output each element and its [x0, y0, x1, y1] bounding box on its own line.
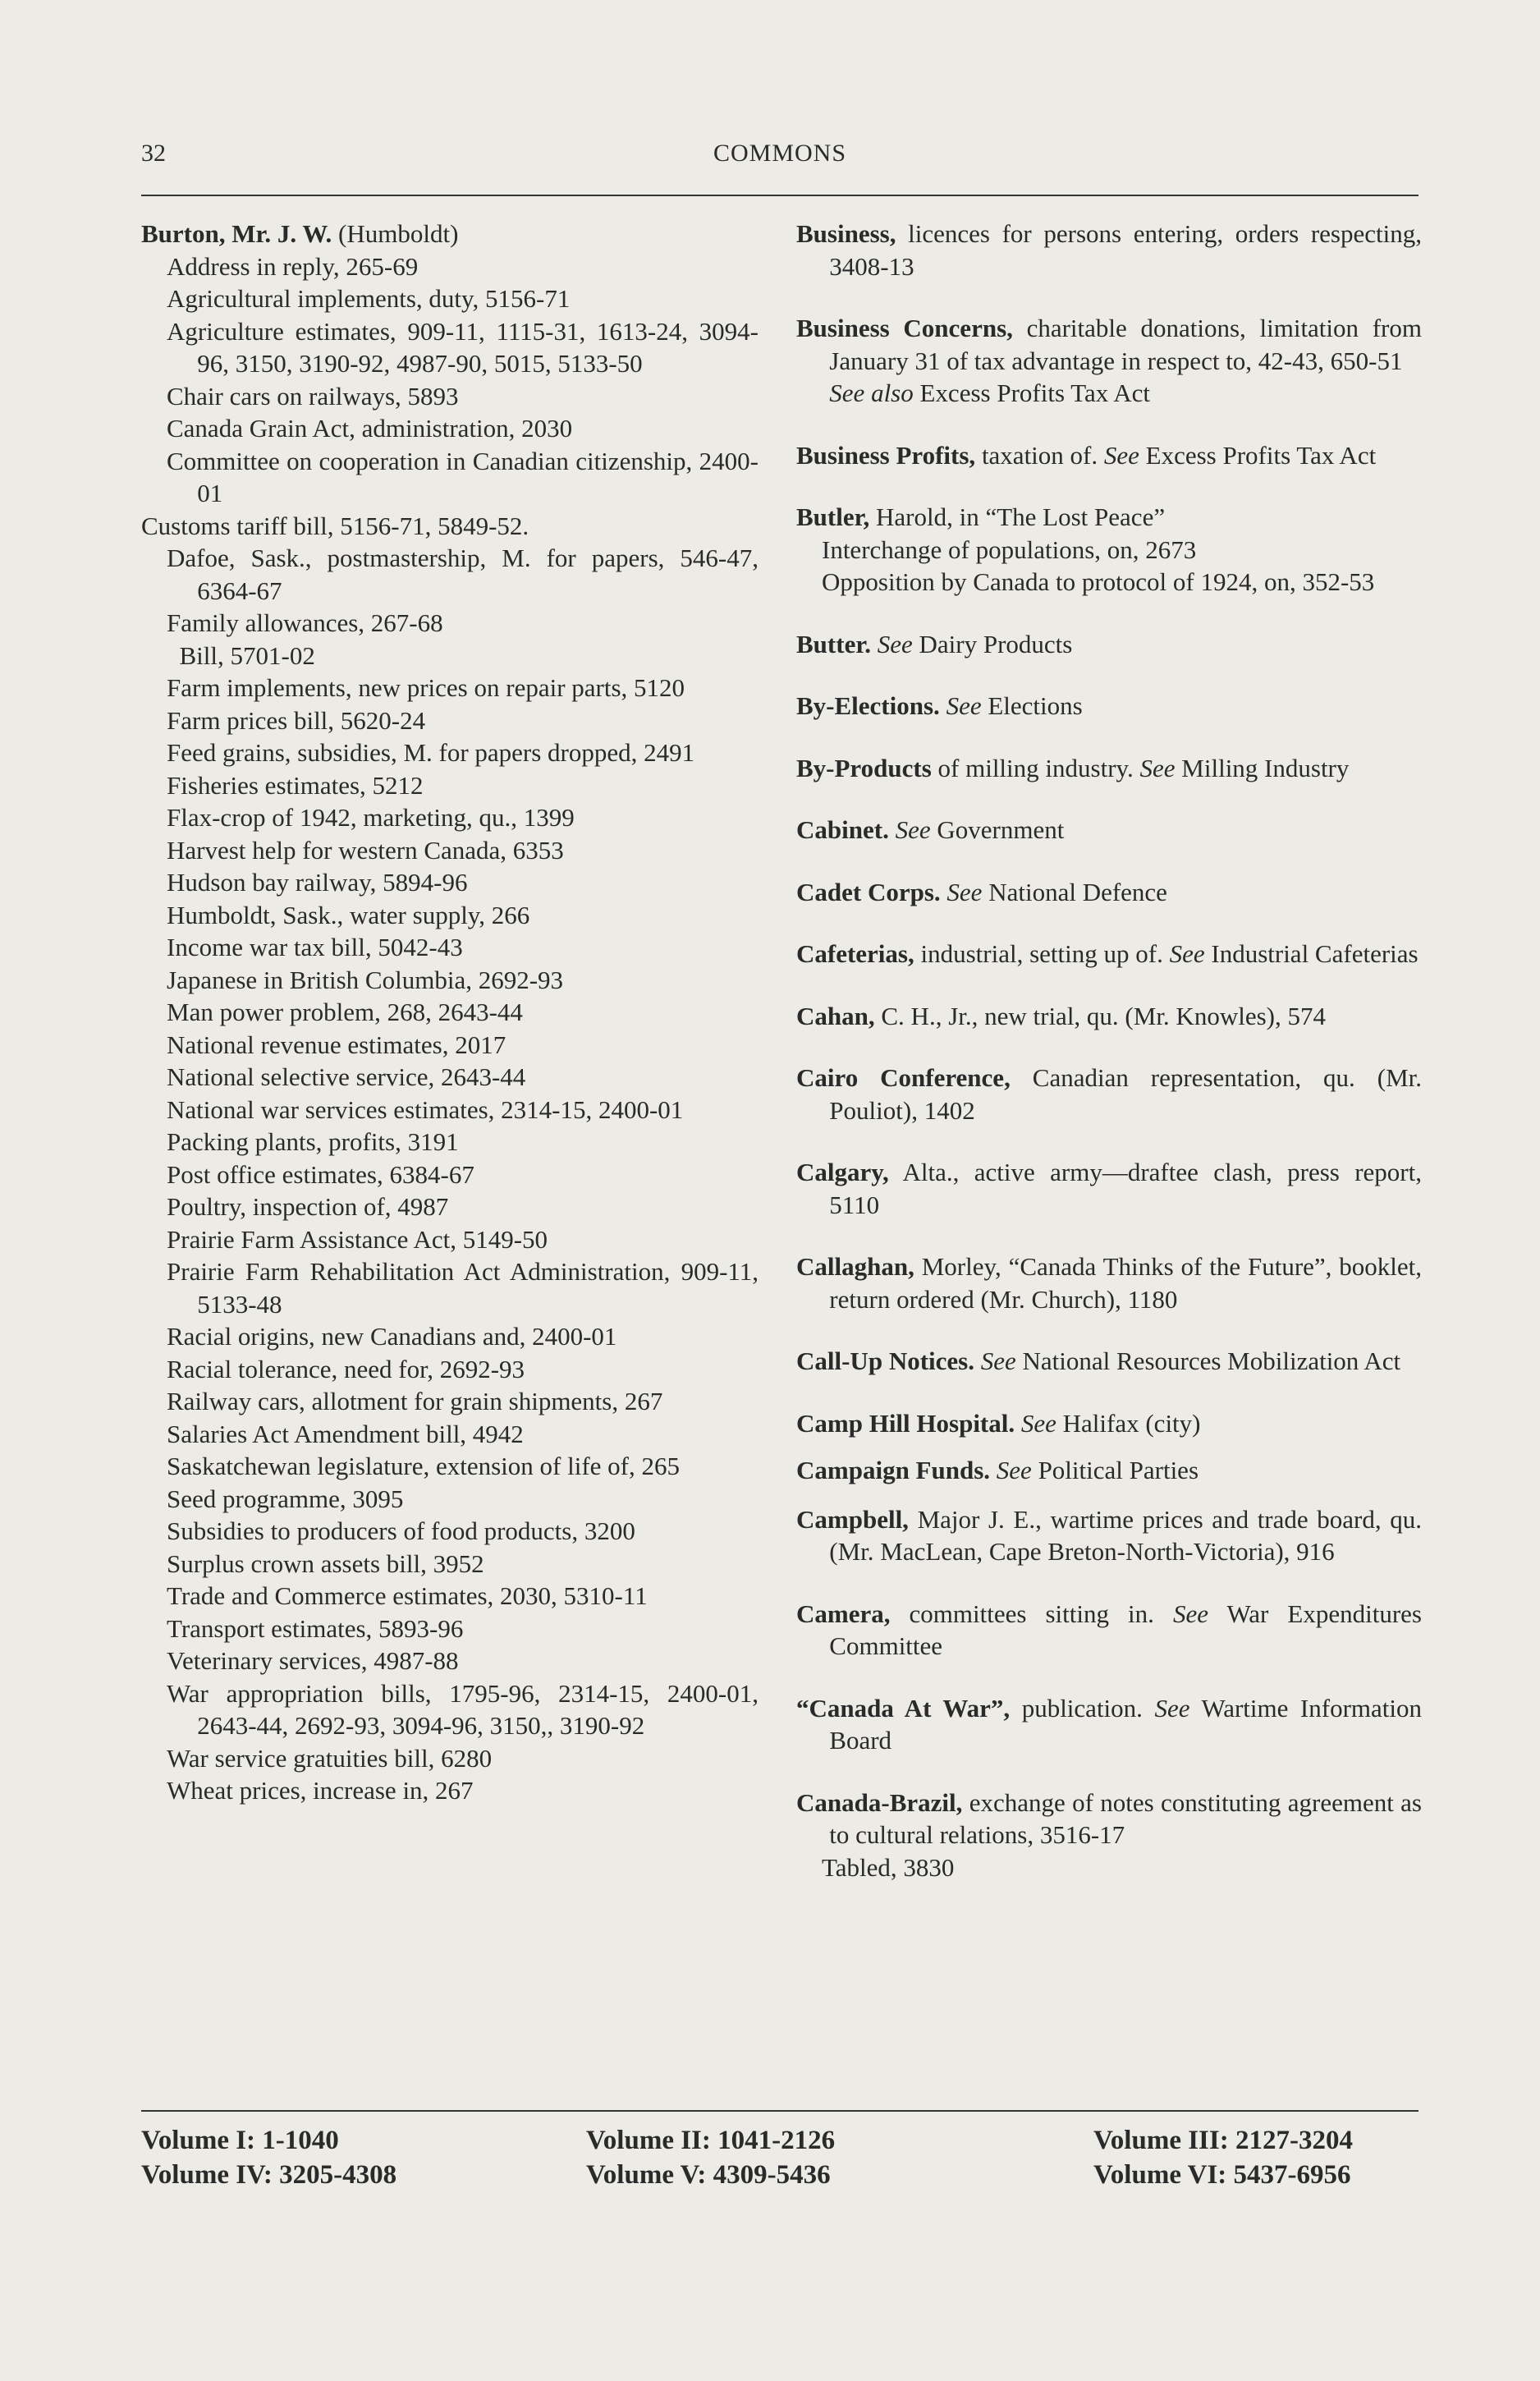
- index-subentry: Subsidies to producers of food products, 3200: [167, 1516, 635, 1545]
- see-target: Political Parties: [1031, 1456, 1199, 1484]
- entry-text: Major J. E., wartime prices and trade board, qu. (Mr. MacLean, Cape Breton-North-Victoria), 916: [829, 1504, 1422, 1566]
- entry-head: Cahan,: [796, 1001, 875, 1030]
- index-subentry: Agricultural implements, duty, 5156-71: [167, 284, 571, 313]
- see-label: See: [980, 1346, 1016, 1375]
- page-header: [141, 140, 1419, 181]
- entry-text: Morley, “Canada Thinks of the Future”, booklet, return ordered (Mr. Church), 1180: [829, 1252, 1422, 1314]
- entry-head: By-Products: [796, 753, 932, 782]
- index-entry: [796, 1407, 1422, 1440]
- index-subentry: Family allowances, 267-68: [167, 608, 443, 637]
- see-label: See: [1103, 440, 1139, 470]
- index-subentry: Farm implements, new prices on repair parts, 5120: [167, 673, 685, 702]
- index-heading: [141, 218, 759, 250]
- see-target: Excess Profits Tax Act: [1139, 440, 1377, 470]
- see-target: Government: [930, 815, 1065, 844]
- entry-head: Campaign Funds.: [796, 1456, 991, 1484]
- index-subsubentry: Bill, 5701-02: [179, 640, 315, 670]
- index-subentry: Feed grains, subsidies, M. for papers dropped, 2491: [167, 738, 695, 767]
- index-subentry: Committee on cooperation in Canadian citizenship, 2400-01: [167, 446, 759, 507]
- index-entry: [796, 1454, 1422, 1487]
- see-label: See: [895, 815, 931, 844]
- see-target: Milling Industry: [1175, 753, 1350, 782]
- volume-key-col-1: [141, 2123, 396, 2192]
- volume-key-col-3: [1093, 2123, 1353, 2192]
- entry-text: Harold, in “The Lost Peace”: [869, 502, 1166, 531]
- index-subentry: Fisheries estimates, 5212: [167, 770, 424, 800]
- index-subentry: Income war tax bill, 5042-43: [167, 933, 463, 961]
- index-subentry: Prairie Farm Assistance Act, 5149-50: [167, 1224, 548, 1254]
- header-rule: [141, 195, 1419, 196]
- entry-text: C. H., Jr., new trial, qu. (Mr. Knowles), 574: [874, 1001, 1326, 1030]
- entry-text: licences for persons entering, orders respecting, 3408-13: [829, 219, 1422, 281]
- see-label: See: [1154, 1693, 1190, 1723]
- volume-range: Volume III: 2127-3204: [1093, 2126, 1353, 2155]
- index-subentry: Hudson bay railway, 5894-96: [167, 868, 468, 897]
- index-entry: [796, 1598, 1422, 1663]
- index-subentry: War service gratuities bill, 6280: [167, 1743, 493, 1773]
- see-label: See: [1139, 753, 1176, 782]
- see-label: See: [877, 629, 913, 658]
- see-target: Halifax (city): [1056, 1408, 1201, 1438]
- right-column: [796, 218, 1422, 1883]
- index-entry: [796, 690, 1422, 723]
- see-label: See: [996, 1456, 1032, 1484]
- index-entry: [796, 1503, 1422, 1568]
- index-subentry: National selective service, 2643-44: [167, 1062, 526, 1091]
- see-label: See also: [829, 378, 914, 407]
- index-subentry: Canada Grain Act, administration, 2030: [167, 414, 573, 443]
- left-column: [141, 218, 759, 1807]
- see-target: War Expenditures Committee: [829, 1599, 1422, 1660]
- index-entry: [796, 1787, 1422, 1851]
- entry-text: committees sitting in.: [890, 1599, 1173, 1628]
- heading-name: Burton, Mr. J. W.: [141, 219, 332, 248]
- running-head: COMMONS: [713, 140, 847, 167]
- index-entry: [796, 814, 1422, 846]
- entry-head: Camera,: [796, 1599, 891, 1628]
- index-subentry: War appropriation bills, 1795-96, 2314-15, 2400-01, 2643-44, 2692-93, 3094-96, 3150,, 3190-92: [167, 1678, 759, 1740]
- index-entry: [796, 1692, 1422, 1757]
- index-subentry: Opposition by Canada to protocol of 1924, on, 352-53: [822, 567, 1375, 596]
- see-label: See: [946, 877, 983, 906]
- index-subentry: Harvest help for western Canada, 6353: [167, 835, 564, 865]
- entry-head: Butter.: [796, 629, 871, 658]
- index-subentry: Humboldt, Sask., water supply, 266: [167, 900, 530, 929]
- see-label: See: [1169, 939, 1205, 968]
- entry-head: Call-Up Notices.: [796, 1346, 974, 1375]
- entry-text: exchange of notes constituting agreement as to cultural relations, 3516-17: [829, 1787, 1422, 1849]
- index-entry: [796, 312, 1422, 377]
- entry-head: Business,: [796, 219, 896, 248]
- index-subentry: Chair cars on railways, 5893: [167, 381, 459, 411]
- index-subentry: National war services estimates, 2314-15, 2400-01: [167, 1094, 684, 1124]
- see-target: Elections: [981, 691, 1083, 720]
- entry-head: Camp Hill Hospital.: [796, 1408, 1015, 1438]
- index-entry: [796, 1250, 1422, 1315]
- entry-head: Business Profits,: [796, 440, 976, 470]
- index-subentry: Racial origins, new Canadians and, 2400-01: [167, 1322, 617, 1351]
- index-subentry: Veterinary services, 4987-88: [167, 1646, 459, 1675]
- volume-range: Volume I: 1-1040: [141, 2126, 339, 2155]
- entry-head: Cairo Conference,: [796, 1063, 1011, 1092]
- see-label: See: [946, 691, 982, 720]
- entry-head: Canada-Brazil,: [796, 1787, 963, 1817]
- entry-head: Cadet Corps.: [796, 877, 941, 906]
- volume-range: Volume IV: 3205-4308: [141, 2160, 397, 2190]
- index-subentry: Seed programme, 3095: [167, 1484, 404, 1513]
- entry-head: Business Concerns,: [796, 314, 1013, 342]
- index-subentry: Dafoe, Sask., postmastership, M. for papers, 546-47, 6364-67: [167, 544, 759, 605]
- index-subentry: Man power problem, 268, 2643-44: [167, 998, 523, 1026]
- index-subentry: Transport estimates, 5893-96: [167, 1613, 464, 1643]
- see-label: See: [1020, 1408, 1056, 1438]
- index-subentry: Racial tolerance, need for, 2692-93: [167, 1354, 525, 1383]
- volume-key-col-2: [586, 2123, 835, 2192]
- index-entry: [796, 938, 1422, 970]
- entry-text: of milling industry.: [931, 753, 1140, 782]
- index-subentry-customs: Customs tariff bill, 5156-71, 5849-52.: [141, 511, 529, 540]
- entry-text: Canadian representation, qu. (Mr. Pouliot), 1402: [829, 1063, 1422, 1125]
- entry-head: “Canada At War”,: [796, 1693, 1011, 1723]
- index-subentry: Poultry, inspection of, 4987: [167, 1192, 449, 1221]
- entry-head: Calgary,: [796, 1158, 889, 1186]
- index-entry: [796, 1156, 1422, 1221]
- entry-text: charitable donations, limitation from January 31 of tax advantage in respect to, 42-43, 650-51: [829, 314, 1422, 375]
- index-subentry: Interchange of populations, on, 2673: [822, 534, 1197, 564]
- see-target: Wartime Information Board: [829, 1693, 1423, 1755]
- index-subentry: Prairie Farm Rehabilitation Act Administration, 909-11, 5133-48: [167, 1257, 759, 1319]
- index-subentry: Flax-crop of 1942, marketing, qu., 1399: [167, 803, 575, 832]
- entry-head: Campbell,: [796, 1504, 909, 1534]
- index-entry: [796, 628, 1422, 661]
- index-entry: [796, 218, 1422, 282]
- cross-reference: [796, 377, 1422, 410]
- index-entry: [796, 876, 1422, 909]
- index-subentry: Surplus crown assets bill, 3952: [167, 1548, 484, 1578]
- entry-head: Cabinet.: [796, 815, 889, 844]
- entry-head: Callaghan,: [796, 1252, 914, 1281]
- entry-head: Butler,: [796, 502, 870, 531]
- see-target: Dairy Products: [912, 629, 1073, 658]
- index-subentry: Saskatchewan legislature, extension of life of, 265: [167, 1452, 680, 1480]
- index-subentry: Address in reply, 265-69: [167, 251, 419, 281]
- index-entry: [796, 501, 1422, 534]
- index-subentry: Agriculture estimates, 909-11, 1115-31, 1613-24, 3094-96, 3150, 3190-92, 4987-90, 5015, 5133-50: [167, 316, 759, 378]
- see-target: Excess Profits Tax Act: [913, 378, 1151, 407]
- see-target: Industrial Cafeterias: [1204, 939, 1419, 968]
- index-entry: [796, 752, 1422, 785]
- index-entry: [796, 1345, 1422, 1378]
- index-subentry: National revenue estimates, 2017: [167, 1030, 506, 1059]
- index-subentry: Packing plants, profits, 3191: [167, 1127, 459, 1156]
- entry-head: By-Elections.: [796, 691, 940, 720]
- see-target: National Defence: [982, 877, 1167, 906]
- entry-head: Cafeterias,: [796, 939, 914, 968]
- index-subentry: Japanese in British Columbia, 2692-93: [167, 965, 564, 994]
- index-entry: [796, 1062, 1422, 1126]
- footer-rule: [141, 2110, 1419, 2112]
- index-entry: [796, 1000, 1422, 1033]
- entry-text: taxation of.: [975, 440, 1104, 470]
- index-entry: [796, 439, 1422, 472]
- index-subentry: Railway cars, allotment for grain shipments, 267: [167, 1387, 663, 1415]
- index-subentry: Tabled, 3830: [822, 1852, 955, 1882]
- volume-range: Volume V: 4309-5436: [586, 2160, 831, 2190]
- page-number: 32: [141, 140, 166, 167]
- index-subentry: Salaries Act Amendment bill, 4942: [167, 1419, 524, 1448]
- see-label: See: [1172, 1599, 1209, 1628]
- entry-text: Alta., active army—draftee clash, press report, 5110: [829, 1158, 1422, 1219]
- entry-text: industrial, setting up of.: [914, 939, 1170, 968]
- volume-range: Volume VI: 5437-6956: [1093, 2160, 1351, 2190]
- index-subentry: Trade and Commerce estimates, 2030, 5310-11: [167, 1581, 648, 1610]
- index-subentry: Post office estimates, 6384-67: [167, 1159, 474, 1189]
- volume-range: Volume II: 1041-2126: [586, 2126, 836, 2155]
- see-target: National Resources Mobilization Act: [1015, 1346, 1401, 1375]
- heading-riding: (Humboldt): [338, 219, 459, 248]
- index-subentry: Farm prices bill, 5620-24: [167, 705, 426, 735]
- entry-text: publication.: [1010, 1693, 1155, 1723]
- index-subentry: Wheat prices, increase in, 267: [167, 1776, 474, 1805]
